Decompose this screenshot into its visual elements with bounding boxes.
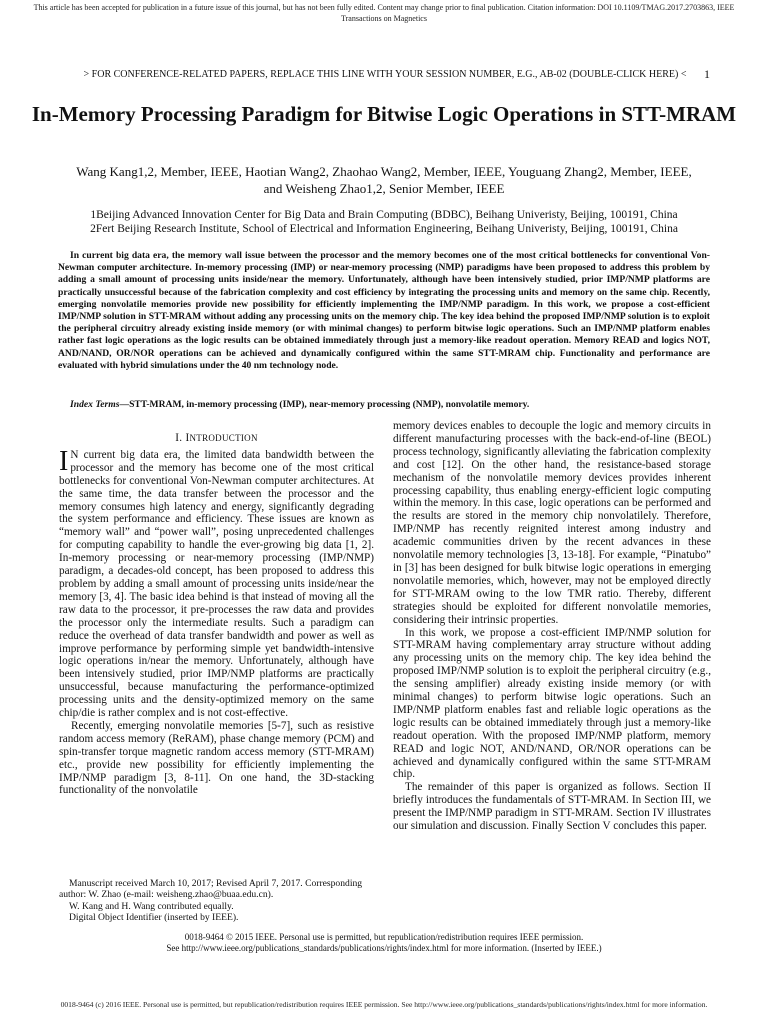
page-number: 1 bbox=[704, 67, 710, 81]
footnote-contribution: W. Kang and H. Wang contributed equally. bbox=[69, 900, 234, 912]
journal-banner bbox=[0, 2, 768, 24]
index-terms bbox=[58, 399, 710, 410]
index-terms-text: —STT-MRAM, in-memory processing (IMP), near-memory processing (NMP), nonvolatile memory. bbox=[119, 399, 530, 410]
right-paragraph-2: In this work, we propose a cost-efficient IMP/NMP solution for STT-MRAM having complementary array structure without adding any processing units on the memory chip. The key idea behind the proposed IMP/NMP solution is to exploit the peripheral circuitry (e.g., the sensing amplifier) already existing inside memory (or with minimal changes) to perform bitwise logic operations. Such an IMP/NMP platform enables fast and reliable logic operations as the logic results can be obtained immediately through just a memory-like readout operation. With the proposed IMP/NMP platform, memory READ and logic NOT, AND/NAND, OR/NOR operations can be achieved and dynamically configured within the same STT-MRAM chip. bbox=[393, 626, 711, 781]
intro-paragraph-2: Recently, emerging nonvolatile memories [5-7], such as resistive random access memory (ReRAM), phase change memory (PCM) and spin-transfer torque magnetic random access memory (STT-MRAM) etc., provide new possibility for efficiently implementing the IMP/NMP paradigm [3, 8-11]. On one hand, the 3D-stacking functionality of the nonvolatile bbox=[59, 719, 374, 797]
footnote-doi: Digital Object Identifier (inserted by IEEE). bbox=[69, 912, 239, 924]
author-line-2: and Weisheng Zhao1,2, Senior Member, IEEE bbox=[263, 181, 505, 196]
footnote-manuscript: Manuscript received March 10, 2017; Revised April 7, 2017. Corresponding author: W. Zhao (e-mail: weisheng.zhao@buaa.edu.cn). bbox=[59, 878, 363, 901]
section-name-rest: NTRODUCTION bbox=[189, 433, 258, 443]
drop-cap: I bbox=[59, 445, 69, 477]
intro-paragraph-1 bbox=[59, 445, 374, 720]
affiliation-1: 1Beijing Advanced Innovation Center for Big Data and Brain Computing (BDBC), Beihang Univeristy, Beijing, 100191, China bbox=[90, 209, 678, 221]
author-list bbox=[40, 163, 728, 197]
paper-title: In-Memory Processing Paradigm for Bitwise Logic Operations in STT-MRAM bbox=[31, 102, 737, 126]
affiliation-2: 2Fert Beijing Research Institute, School of Electrical and Information Engineering, Beihang Univeristy, Beijing, 100191, China bbox=[90, 223, 678, 235]
intro-paragraph-1-text: N current big data era, the limited data bandwidth between the processor and the memory has become one of the most critical bottlenecks for conventional Von-Newman computer architectures. At the same time, the data transfer between the processor and the memory consumes high latency and energy, significantly degrading the system performance and efficiency. These issues are known as “memory wall” and “power wall”, posing unprecedented challenges for computing capability to handle the ever-growing big data [1, 2]. In-memory processing or near-memory processing (IMP/NMP) paradigm, a decades-old concept, has been proposed to address this problem by adding a small amount of processing units inside/near the memory [3, 4]. The basic idea behind is that instead of moving all the raw data to the processor, it pre-processes the raw data and provides the processor only the intermediate results. Such a paradigm can reduce the overhead of data transfer bandwidth and power as well as improve performance by performing simple yet bandwidth-intensive logic operations in/near the memory. Unfortunately, although have been intensively studied, prior IMP/NMP platforms are practically unsuccessful, because manufacturing the performance-optimized processing units and the density-optimized memory on the same chip/die is rather complex and is not cost-effective. bbox=[59, 448, 374, 720]
right-column bbox=[393, 420, 711, 833]
copyright-line-1: 0018-9464 © 2015 IEEE. Personal use is permitted, but republication/redistribution requires IEEE permission. bbox=[184, 932, 584, 942]
affiliations bbox=[30, 208, 738, 236]
index-terms-label: Index Terms bbox=[70, 399, 120, 410]
section-heading-introduction bbox=[59, 432, 374, 445]
right-paragraph-3: The remainder of this paper is organized as follows. Section II briefly introduces the fundamentals of STT-MRAM. In Section III, we present the IMP/NMP paradigm in STT-MRAM. Section IV illustrates our simulation and discussion. Finally Section V concludes this paper. bbox=[393, 781, 711, 833]
copyright-notice bbox=[40, 932, 728, 954]
session-header: > FOR CONFERENCE-RELATED PAPERS, REPLACE THIS LINE WITH YOUR SESSION NUMBER, E.G., AB-02 (DOUBLE-CLICK HERE) < bbox=[83, 69, 687, 80]
banner-line-1: This article has been accepted for publication in a future issue of this journal, but has not been fully edited. Content may change prior to final publication. Citation information: DOI 10.1109/TMAG.2017.2703863, IEEE bbox=[33, 3, 735, 12]
right-paragraph-1: memory devices enables to decouple the logic and memory circuits in different manufacturing processes with the back-end-of-line (BEOL) process technology, significantly alleviating the fabrication complexity and cost [12]. On the other hand, the resistance-based storage mechanism of the nonvolatile memory devices provides inherent processing capability, thus enabling energy-efficient logic computing within the memory. In this case, logic operations can be performed and the results are stored in the memory chip nonvolatilely. Therefore, IMP/NMP has recently reignited interest among industry and academic communities driven by the recent advances in these nonvolatile memory technologies [3, 13-18]. For example, “Pinatubo” in [3] has been designed for bulk bitwise logic operations in emerging nonvolatile memories, which, however, may not be employed directly for STT-MRAM owing to the low TMR ratio. Thereby, different strategies should be exploited for different nonvolatile memories, considering their intrinsic properties. bbox=[393, 420, 711, 626]
footnotes bbox=[59, 878, 374, 924]
section-name-initial: I bbox=[185, 432, 190, 444]
banner-line-2: Transactions on Magnetics bbox=[341, 14, 427, 23]
author-line-1: Wang Kang1,2, Member, IEEE, Haotian Wang2, Zhaohao Wang2, Member, IEEE, Youguang Zhang2, Member, IEEE, bbox=[76, 164, 692, 179]
section-numeral: I. bbox=[175, 432, 183, 444]
abstract: In current big data era, the memory wall issue between the processor and the memory becomes one of the most critical bottlenecks for conventional Von-Newman computer architecture. In-memory processing (IMP) or near-memory processing (NMP) paradigms have been proposed to address this problem by adding a small amount of processing units inside/near the memory. Unfortunately, although have been intensively studied, prior IMP/NMP platforms are practically unsuccessful because of the fabrication complexity and cost efficiency by integrating the processing units and memory on the same chip. Recently, emerging nonvolatile memories provide new possibility for efficiently implementing the IMP/NMP paradigm. In this work, we propose a cost-efficient IMP/NMP solution in STT-MRAM without adding any processing units on the memory chip. The key idea behind the proposed IMP/NMP solution is to exploit the peripheral circuitry already existing inside memory (or with minimal changes) to perform bitwise logic operations. Such an IMP/NMP platform enables rather fast logic operations as the logic results can be obtained immediately through just a memory-like readout operation. Memory READ and logics NOT, AND/NAND, OR/NOR operations can be achieved and dynamically configured within the same STT-MRAM chip. Functionality and performance are evaluated with hybrid simulations under the 40 nm technology node. bbox=[58, 250, 710, 371]
left-column bbox=[59, 432, 374, 797]
bottom-permission-bar: 0018-9464 (c) 2016 IEEE. Personal use is permitted, but republication/redistribution requires IEEE permission. See http://www.ieee.org/publications_standards/publications/rights/index.html for more information. bbox=[60, 1000, 708, 1009]
copyright-line-2: See http://www.ieee.org/publications_standards/publications/rights/index.html for more information. (Inserted by IEEE.) bbox=[166, 943, 602, 953]
